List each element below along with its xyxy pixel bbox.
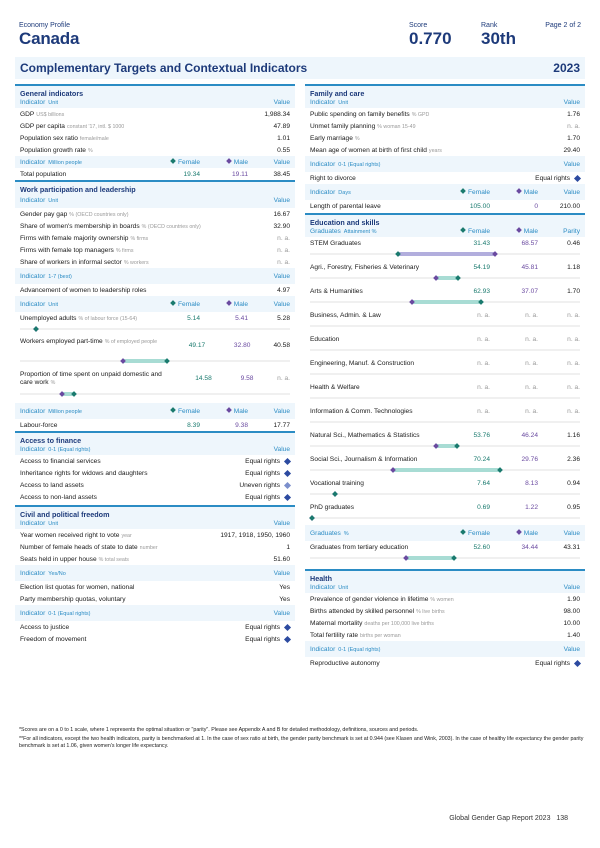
- indicator-header: Indicator 0-1 (Equal rights) Value: [305, 156, 585, 172]
- table-row: Prevalence of gender violence in lifetime % women 1.90: [310, 595, 580, 603]
- table-row: Firms with female top managers % firms n. a.: [20, 246, 290, 254]
- table-row: Share of women's membership in boards % (OECD countries only) 32.90: [20, 222, 290, 230]
- bar-row-education: Education n. a. n. a. n. a.: [305, 333, 585, 357]
- male-diamond-icon: [226, 407, 232, 413]
- indicator-header: Indicator Unit Female Male Value: [15, 296, 295, 312]
- indicator-header: Indicator Yes/No Value: [15, 565, 295, 581]
- table-row: Right to divorce Equal rights: [305, 172, 585, 184]
- indicator-header: Indicator Million people Female Male Value: [15, 156, 295, 168]
- equal-rights-diamond-icon: [284, 623, 291, 630]
- table-row: Length of parental leave 105.00 0 210.00: [310, 202, 580, 210]
- page-number: 138: [556, 815, 568, 822]
- equal-rights-diamond-icon: [574, 174, 581, 181]
- female-diamond-icon: [170, 300, 176, 306]
- table-row: Unmet family planning % woman 15-49 n. a.: [310, 122, 580, 130]
- table-row: Firms with female majority ownership % firms n. a.: [20, 234, 290, 242]
- table-row: Total population 19.34 19.11 38.45: [20, 170, 290, 178]
- page-indicator: Page 2 of 2: [545, 22, 581, 29]
- table-row: Mean age of women at birth of first child years 29.40: [310, 146, 580, 154]
- table-row: Early marriage % 1.70: [310, 134, 580, 142]
- table-row: Public spending on family benefits % GPD 1.76: [310, 110, 580, 118]
- bar-row-ict: Information & Comm. Technologies n. a. n. a. n. a.: [305, 405, 585, 429]
- section-health: Health: [305, 569, 585, 581]
- equal-rights-diamond-icon: [574, 659, 581, 666]
- table-row: Gender pay gap % (OECD countries only) 16.67: [20, 210, 290, 218]
- table-row: Access to land assets Uneven rights: [15, 479, 295, 491]
- unit-label: Unit: [48, 99, 59, 106]
- indicator-header: Indicator Unit Value: [305, 96, 585, 108]
- table-row: Maternal mortality deaths per 100,000 live births 10.00: [310, 619, 580, 627]
- indicator-header: Graduates Attainment % Female Male Parity: [305, 225, 585, 237]
- table-row: Share of workers in informal sector % workers n. a.: [20, 258, 290, 266]
- bar-row-part-time: Workers employed part-time % of employed people 49.17 32.80 40.58: [15, 336, 295, 369]
- report-year: 2023: [553, 61, 580, 75]
- table-row: Population growth rate % 0.55: [20, 146, 290, 154]
- uneven-rights-diamond-icon: [284, 481, 291, 488]
- bar-row-stem: STEM Graduates 31.43 68.57 0.46: [305, 237, 585, 261]
- report-name: Global Gender Gap Report 2023: [449, 815, 551, 822]
- female-diamond-icon: [170, 158, 176, 164]
- equal-rights-diamond-icon: [284, 493, 291, 500]
- rank-label: Rank: [481, 22, 498, 29]
- male-diamond-icon: [226, 300, 232, 306]
- bar-row-unpaid-work: Proportion of time spent on unpaid domestic and care work % 14.58 9.58 n. a.: [15, 369, 295, 403]
- page-title: Complementary Targets and Contextual Indicators: [20, 61, 308, 75]
- table-row: Freedom of movement Equal rights: [15, 633, 295, 645]
- footnote-scores: *Scores are on a 0 to 1 scale, where 1 represents the optimal situation or "parity". Please see Appendix A and B for detailed methodology, definitions, sources and periods.: [19, 727, 419, 733]
- bar-row-health-welfare: Health & Welfare n. a. n. a. n. a.: [305, 381, 585, 405]
- country-name: Canada: [19, 29, 80, 48]
- rank-value: 30th: [481, 29, 516, 48]
- indicator-label: Indicator: [20, 98, 46, 106]
- bar-row-agri: Agri., Forestry, Fisheries & Veterinary 54.19 45.81 1.18: [305, 261, 585, 285]
- section-education-and-skills: Education and skills: [305, 213, 585, 225]
- section-work-participation: Work participation and leadership: [15, 180, 295, 192]
- table-row: Total fertility rate births per woman 1.40: [310, 631, 580, 639]
- indicator-header: Indicator 0-1 (Equal rights) Value: [15, 443, 295, 455]
- table-row: Access to justice Equal rights: [15, 621, 295, 633]
- indicator-header: Indicator Unit Value: [15, 517, 295, 529]
- bar-row-arts: Arts & Humanities 62.93 37.07 1.70: [305, 285, 585, 309]
- indicator-header: Indicator Days Female Male Value: [305, 184, 585, 200]
- table-row: Year women received right to vote year 1917, 1918, 1950, 1960: [20, 531, 290, 539]
- table-row: GDP US$ billions 1,988.34: [20, 110, 290, 118]
- table-row: Labour-force 8.39 9.38 17.77: [20, 421, 290, 429]
- economy-profile-label: Economy Profile: [19, 22, 70, 29]
- bar-row-engineering: Engineering, Manuf. & Construction n. a. n. a. n. a.: [305, 357, 585, 381]
- bar-row-social-sci: Social Sci., Journalism & Information 70.24 29.76 2.36: [305, 453, 585, 477]
- table-row: Population sex ratio female/male 1.01: [20, 134, 290, 142]
- table-row: Reproductive autonomy Equal rights: [305, 657, 585, 669]
- section-family-and-care: Family and care: [305, 84, 585, 96]
- female-diamond-icon: [460, 529, 466, 535]
- value-label: Value: [273, 98, 290, 106]
- bar-row-phd: PhD graduates 0.69 1.22 0.95: [305, 501, 585, 525]
- left-column: [15, 84, 295, 645]
- bar-row-business: Business, Admin. & Law n. a. n. a. n. a.: [305, 309, 585, 333]
- table-row: GDP per capita constant '17, intl. $ 1000 47.89: [20, 122, 290, 130]
- female-diamond-icon: [170, 407, 176, 413]
- right-column: [305, 84, 585, 669]
- equal-rights-diamond-icon: [284, 635, 291, 642]
- table-row: Number of female heads of state to date number 1: [20, 543, 290, 551]
- section-general-indicators: General indicators: [15, 84, 295, 96]
- footnote-parity: **For all indicators, except the two health indicators, parity is benchmarked at 1. In the case of sex ratio at birth, the gender parity benchmark is set at 0.944 (see Klasen and Wink, 2003). In the case of healthy life expectancy the gender parity benchmark is set at 1.06, given women's longer life expectancy.: [19, 736, 584, 749]
- section-title-bar: [15, 57, 585, 79]
- score-label: Score: [409, 22, 428, 29]
- table-row: Access to financial services Equal rights: [15, 455, 295, 467]
- table-row: Births attended by skilled personnel % live births 98.00: [310, 607, 580, 615]
- bar-row-tertiary: Graduates from tertiary education 52.60 34.44 43.31: [305, 541, 585, 565]
- score-value: 0.770: [409, 29, 452, 48]
- table-row: Seats held in upper house % total seats 51.60: [20, 555, 290, 563]
- table-row: Inheritance rights for widows and daughters Equal rights: [15, 467, 295, 479]
- male-diamond-icon: [516, 529, 522, 535]
- indicator-header: Indicator 0-1 (Equal rights) Value: [305, 641, 585, 657]
- male-diamond-icon: [226, 158, 232, 164]
- page-footer: [449, 815, 568, 822]
- indicator-header: Graduates % Female Male Value: [305, 525, 585, 541]
- indicator-header: Indicator Unit Value: [305, 581, 585, 593]
- male-diamond-icon: [516, 188, 522, 194]
- female-diamond-icon: [460, 188, 466, 194]
- footnotes: [19, 727, 584, 752]
- equal-rights-diamond-icon: [284, 457, 291, 464]
- bar-row-unemployed: Unemployed adults % of labour force (15-64) 5.14 5.41 5.28: [15, 312, 295, 336]
- bar-row-vocational: Vocational training 7.64 8.13 0.94: [305, 477, 585, 501]
- equal-rights-diamond-icon: [284, 469, 291, 476]
- section-civil-political-freedom: Civil and political freedom: [15, 505, 295, 517]
- table-row: Party membership quotas, voluntary Yes: [20, 595, 290, 603]
- table-row: Election list quotas for women, national Yes: [20, 583, 290, 591]
- indicator-header: Indicator 0-1 (Equal rights) Value: [15, 605, 295, 621]
- indicator-header: Indicator Unit Value: [15, 192, 295, 208]
- table-row: Access to non-land assets Equal rights: [15, 491, 295, 503]
- bar-row-natural-sci: Natural Sci., Mathematics & Statistics 53.76 46.24 1.16: [305, 429, 585, 453]
- table-row: Advancement of women to leadership roles 4.97: [20, 286, 290, 294]
- section-access-to-finance: Access to finance: [15, 431, 295, 443]
- profile-header: [19, 22, 581, 52]
- indicator-header: Indicator 1-7 (best) Value: [15, 268, 295, 284]
- indicator-header: Indicator Million people Female Male Value: [15, 403, 295, 419]
- male-diamond-icon: [516, 227, 522, 233]
- indicator-header: [15, 96, 295, 108]
- female-diamond-icon: [460, 227, 466, 233]
